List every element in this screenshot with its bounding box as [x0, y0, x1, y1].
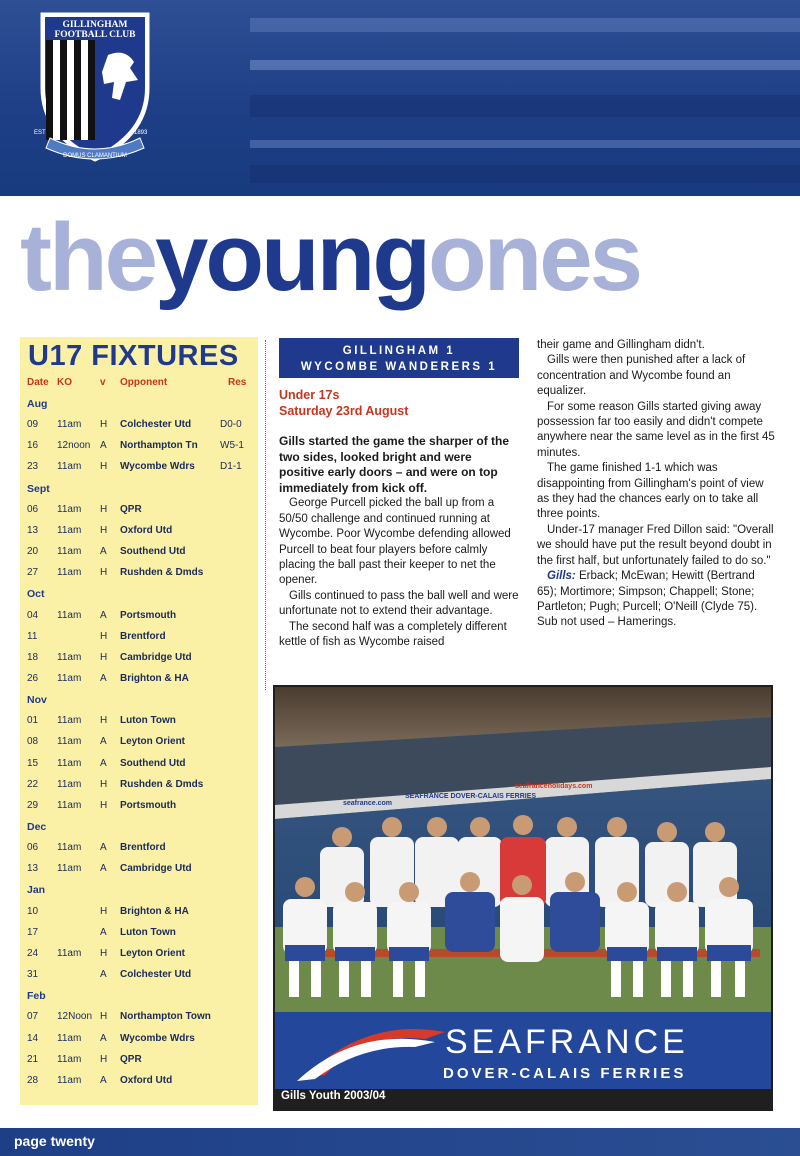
fixture-v: H — [100, 1011, 108, 1023]
fixture-date: 31 — [27, 969, 39, 981]
article-p3: The second half was a completely different kettle of fish as Wycombe raised — [279, 620, 507, 649]
fixture-row — [20, 652, 258, 670]
fixture-opp: Northampton Town — [120, 1011, 211, 1023]
page-footer — [0, 1128, 800, 1156]
fixtures-heading: U17 FIXTURES — [28, 340, 239, 372]
fixture-row — [20, 504, 258, 522]
fixture-v: A — [100, 1032, 107, 1044]
fixture-opp: Southend Utd — [120, 546, 186, 558]
fixture-opp: Oxford Utd — [120, 524, 173, 536]
article-p2: Gills continued to pass the ball well and were unfortunate not to extend their advantage. — [279, 589, 519, 618]
fixture-row — [20, 419, 258, 437]
fixture-v: H — [100, 715, 108, 727]
fixture-opp: Northampton Tn — [120, 440, 198, 452]
fixture-ko: 11am — [57, 947, 82, 959]
fixture-opp: Portsmouth — [120, 799, 177, 811]
title-part-the: the — [20, 204, 155, 311]
stand-sign-1: SEAFRANCE DOVER-CALAIS FERRIES — [405, 793, 537, 800]
fixtures-month: Feb — [27, 990, 46, 1003]
fixture-row — [20, 461, 258, 479]
fixture-ko: 11am — [57, 842, 82, 854]
fixture-ko: 11am — [57, 757, 82, 769]
fixture-row — [20, 758, 258, 776]
fixture-v: H — [100, 905, 108, 917]
fixture-opp: Luton Town — [120, 926, 176, 938]
fixture-res: D0-0 — [220, 419, 242, 431]
fixtures-panel — [20, 337, 258, 1105]
fixture-opp: Brighton & HA — [120, 672, 189, 684]
stand-sign-2: seafranceholidays.com — [515, 783, 593, 790]
fixture-date: 11 — [27, 630, 38, 642]
fixture-opp: Cambridge Utd — [120, 651, 192, 663]
fixture-ko: 11am — [57, 799, 82, 811]
fixture-row — [20, 1033, 258, 1051]
fixture-v: H — [100, 419, 108, 431]
fixtures-month: Nov — [27, 694, 47, 707]
fixture-v: H — [100, 567, 108, 579]
fixture-date: 23 — [27, 461, 39, 473]
fixture-date: 08 — [27, 736, 39, 748]
fixture-v: H — [100, 799, 108, 811]
fixture-ko: 11am — [57, 419, 82, 431]
fixture-row — [20, 863, 258, 881]
fixture-ko: 11am — [57, 1053, 82, 1065]
fixture-date: 28 — [27, 1074, 39, 1086]
fixture-ko: 11am — [57, 778, 82, 790]
fixture-row — [20, 631, 258, 649]
fixture-v: H — [100, 1053, 108, 1065]
fixture-opp: Wycombe Wdrs — [120, 1032, 195, 1044]
article-lineup — [537, 569, 777, 615]
fixture-row — [20, 1075, 258, 1093]
fixture-date: 20 — [27, 546, 39, 558]
match-away: WYCOMBE WANDERERS 1 — [300, 361, 498, 373]
fixture-row — [20, 1054, 258, 1072]
fixture-v: A — [100, 672, 107, 684]
fixture-ko: 11am — [57, 461, 82, 473]
fixture-ko: 11am — [57, 736, 82, 748]
fixture-row — [20, 906, 258, 924]
match-team-age: Under 17s — [279, 388, 340, 402]
article-column-2 — [537, 338, 777, 631]
fixture-ko: 11am — [57, 1032, 82, 1044]
fixture-v: A — [100, 1074, 107, 1086]
fixture-date: 21 — [27, 1053, 39, 1065]
title-part-young: young — [155, 204, 428, 311]
fixture-date: 17 — [27, 926, 39, 938]
fixture-opp: Leyton Orient — [120, 947, 186, 959]
fixture-v: A — [100, 757, 107, 769]
fixture-row — [20, 736, 258, 754]
fixture-opp: Brighton & HA — [120, 905, 189, 917]
fixture-opp: Rushden & Dmds — [120, 567, 204, 579]
fixtures-month: Dec — [27, 821, 47, 833]
fixture-v: A — [100, 842, 107, 854]
fixture-ko: 11am — [57, 567, 82, 579]
match-date: Saturday 23rd August — [279, 404, 409, 418]
lineup-label: Gills: — [547, 570, 576, 583]
fixture-v: H — [100, 524, 108, 536]
fixtures-month: Sept — [27, 482, 50, 495]
fixture-ko: 11am — [57, 651, 82, 663]
fixture-opp: Brentford — [120, 842, 166, 854]
fixture-row — [20, 715, 258, 733]
fixture-v: A — [100, 609, 107, 621]
crest-name-2: FOOTBALL CLUB — [54, 30, 136, 40]
fixture-ko: 11am — [57, 609, 82, 621]
fixture-row — [20, 969, 258, 987]
fixture-date: 27 — [27, 567, 39, 579]
fixture-res: D1-1 — [220, 461, 242, 473]
fixture-row — [20, 779, 258, 797]
fixture-ko: 11am — [57, 524, 82, 536]
article-p1: George Purcell picked the ball up from a 50/50 challenge and continued running at Wycombe. Poor Wycombe defending allowed Purcell to beat four players before calmly placing the ball past their keeper to net the opener. — [279, 497, 511, 587]
team-photo — [273, 685, 773, 1111]
fixture-v: H — [100, 503, 108, 515]
fixture-row — [20, 948, 258, 966]
fixture-date: 14 — [27, 1032, 39, 1044]
fixture-date: 10 — [27, 905, 39, 917]
fixture-row — [20, 610, 258, 628]
crest-est-left: EST — [34, 130, 46, 136]
fixture-date: 01 — [27, 715, 39, 727]
match-score-box — [279, 338, 519, 378]
fixture-row — [20, 1011, 258, 1029]
fixture-opp: Leyton Orient — [120, 736, 186, 748]
fixtures-month: Jan — [27, 884, 46, 897]
fixture-date: 16 — [27, 440, 39, 452]
article-lead: Gills started the game the sharper of the two sides, looked bright and were positive early doors – and were on top immediately from kick off. — [279, 434, 510, 495]
fixture-opp: Luton Town — [120, 715, 176, 727]
fixture-date: 06 — [27, 842, 39, 854]
fixture-res: W5-1 — [220, 440, 244, 452]
fixture-row — [20, 842, 258, 860]
fixtures-month: Aug — [27, 398, 48, 410]
fixture-ko: 11am — [57, 715, 82, 727]
match-subheading — [279, 387, 519, 419]
fixture-v: A — [100, 969, 107, 981]
fixture-v: A — [100, 440, 107, 452]
col-head-res: Res — [228, 377, 247, 388]
fixture-date: 13 — [27, 524, 39, 536]
crest-name: GILLINGHAM — [62, 20, 128, 30]
fixture-v: H — [100, 778, 108, 790]
fixture-opp: Portsmouth — [120, 609, 177, 621]
fixture-date: 18 — [27, 651, 39, 663]
article-p3-cont: their game and Gillingham didn't. — [537, 339, 705, 351]
fixture-date: 04 — [27, 609, 39, 621]
fixture-date: 13 — [27, 863, 39, 875]
fixture-ko: 11am — [57, 1074, 82, 1086]
col-head-opponent: Opponent — [120, 377, 168, 388]
fixture-ko: 11am — [57, 546, 82, 558]
fixture-v: H — [100, 947, 108, 959]
fixture-v: A — [100, 863, 107, 875]
page-number: page twenty — [14, 1133, 95, 1149]
fixture-opp: Wycombe Wdrs — [120, 461, 195, 473]
stand-sign-3: seafrance.com — [343, 800, 393, 807]
article-p6: The game finished 1-1 which was disappointing from Gillingham's point of view as they had the chances early on to take all three points. — [537, 462, 764, 521]
photo-caption: Gills Youth 2003/04 — [281, 1090, 386, 1102]
fixture-opp: Colchester Utd — [120, 419, 192, 431]
col-head-ko: KO — [57, 377, 72, 388]
fixture-row — [20, 800, 258, 818]
fixture-ko: 12Noon — [57, 1011, 93, 1023]
fixture-date: 29 — [27, 799, 39, 811]
fixture-opp: Colchester Utd — [120, 969, 192, 981]
fixture-row — [20, 546, 258, 564]
column-divider — [265, 340, 266, 690]
fixture-v: A — [100, 546, 107, 558]
banner-ferries: DOVER-CALAIS FERRIES — [443, 1065, 687, 1082]
article-column-1 — [279, 434, 519, 650]
match-home: GILLINGHAM 1 — [342, 345, 456, 357]
fixture-opp: QPR — [120, 1053, 142, 1065]
fixture-v: H — [100, 461, 108, 473]
fixture-v: H — [100, 651, 108, 663]
fixture-ko: 11am — [57, 863, 82, 875]
fixture-row — [20, 673, 258, 691]
col-head-v: v — [100, 377, 106, 388]
lineup-text: Erback; McEwan; Hewitt (Bertrand 65); Mortimore; Simpson; Chappell; Stone; Partleton; Pugh; Purcell; O'Neill (Clyde 75). — [537, 570, 758, 613]
fixture-date: 06 — [27, 503, 39, 515]
masthead — [0, 0, 800, 196]
page-title — [20, 204, 641, 311]
crest-motto: DOMUS CLAMANTIUM — [63, 153, 127, 159]
fixture-opp: Rushden & Dmds — [120, 778, 204, 790]
fixture-v: A — [100, 736, 107, 748]
fixture-date: 24 — [27, 947, 39, 959]
fixture-ko: 11am — [57, 503, 82, 515]
fixture-opp: Brentford — [120, 630, 166, 642]
fixture-date: 09 — [27, 419, 39, 431]
fixture-opp: Southend Utd — [120, 757, 186, 769]
fixture-date: 07 — [27, 1011, 39, 1023]
article-p5: For some reason Gills started giving away possession far too easily and didn't compete anywhere near the same level as in the first 45 minutes. — [537, 400, 775, 459]
banner-seafrance: SEAFRANCE — [445, 1023, 689, 1061]
fixture-v: H — [100, 630, 108, 642]
fixture-ko: 11am — [57, 672, 82, 684]
fixtures-month: Oct — [27, 588, 45, 601]
fixture-opp: Oxford Utd — [120, 1074, 173, 1086]
fixture-ko: 12noon — [57, 440, 91, 452]
fixture-row — [20, 927, 258, 945]
fixture-opp: QPR — [120, 503, 142, 515]
fixture-date: 22 — [27, 778, 39, 790]
article-sub: Sub not used – Hamerings. — [537, 616, 677, 629]
fixture-row — [20, 525, 258, 543]
article-p4: Gills were then punished after a lack of concentration and Wycombe found an equalizer. — [537, 354, 746, 398]
title-part-ones: ones — [427, 204, 641, 311]
fixture-date: 15 — [27, 757, 39, 769]
col-head-date: Date — [27, 377, 49, 388]
fixture-v: A — [100, 926, 107, 938]
crest-est-right: 1893 — [134, 130, 148, 136]
team-photo-image — [275, 687, 771, 1089]
article-p7: Under-17 manager Fred Dillon said: "Overall we should have put the result beyond doubt in the first half, but unfortunately failed to do so." — [537, 523, 774, 567]
fixture-date: 26 — [27, 672, 39, 684]
fixture-opp: Cambridge Utd — [120, 863, 192, 875]
fixture-row — [20, 567, 258, 585]
fixture-row — [20, 440, 258, 458]
